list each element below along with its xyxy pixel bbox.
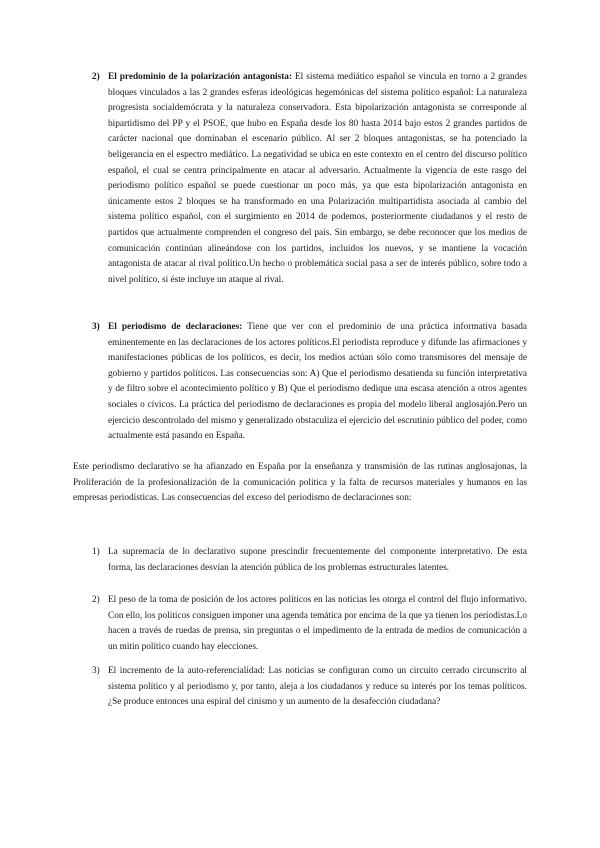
item-heading: El predominio de la polarización antagonista:: [108, 72, 293, 82]
item-number: 3): [92, 322, 100, 332]
item-body: Tiene que ver con el predominio de una práctica informativa basada eminentemente en las declaraciones de los actores políticos.El periodista reproduce y difunde las afirmaciones y manifestaciones públicas de los políticos, es decir, los medios actúan sólo como transmisores del mensaje de gobierno y partidos políticos. Las consecuencias son: A) Que el periodismo desatienda su función interpretativa y de filtro sobre el acontecimiento político y B) Que el periodismo dedique una escasa atención a otros agentes sociales o cívicos. La práctica del periodismo de declaraciones es propia del modelo liberal anglosajón.Pero un ejercicio descontrolado del mismo y generalizado obstaculiza el ejercicio del escrutinio público del poder, como actualmente está pasando en España.: [108, 322, 527, 442]
intro-paragraph: Este periodismo declarativo se ha afianzado en España por la enseñanza y transmisión de las rutinas anglosajonas, la Proliferación de la profesionalización de la comunicación política y la falta de recursos materiales y humanos en las empresas periodísticas. Las consecuencias del exceso del periodismo de declaraciones son:: [73, 462, 527, 504]
item-heading: El periodismo de declaraciones:: [108, 322, 243, 332]
consequence-item: La supremacía de lo declarativo supone prescindir frecuentemente del componente interpretativo. De esta forma, las declaraciones desvían la atención pública de los problemas estructurales latentes.: [108, 547, 527, 573]
consequence-item: El peso de la toma de posición de los actores políticos en las noticias les otorga el control del flujo informativo. Con ello, los políticos consiguen imponer una agenda temática por encima de la que ya tienen los periodistas.Lo hacen a través de ruedas de prensa, sin preguntas o el impedimento de la entrada de medios de comunicación a un mitin político cuando hay elecciones.: [108, 595, 527, 652]
item-number: 2): [92, 72, 100, 82]
item-predominio-polarizacion: [108, 70, 527, 288]
item-periodismo-declaraciones: [108, 320, 527, 445]
consequence-number: 2): [92, 595, 100, 605]
item-body: El sistema mediático español se vincula en torno a 2 grandes bloques vinculados a las 2 grandes esferas ideológicas hegemónicas del sistema político español: La naturaleza progresista socialdemócrata y la naturaleza conservadora. Esta bipolarización antagonista se corresponde al bipartidismo del PP y el PSOE, que hubo en España desde los 80 hasta 2014 bajo estos 2 grandes partidos de carácter nacional que dominaban el escenario público. Al ser 2 bloques antagonistas, se ha potenciado la beligerancia en el espectro mediático. La negatividad se ubica en este contexto en el centro del discurso político español, el cual se centra principalmente en atacar al adversario. Actualmente la vigencia de este rasgo del periodismo político español se puede cuestionar un poco más, ya que esta bipolarización antagonista en únicamente estos 2 bloques se ha transformado en una Polarización multipartidista asociada al cambio del sistema político español, con el surgimiento en 2014 de podemos, posteriormente ciudadanos y el resto de partidos que actualmente comprenden el congreso del país. Sin embargo, se debe reconocer que los medios de comunicación continúan alineándose con los partidos, incluidos los nuevos, y se mantiene la vocación antagonista de atacar al rival político.Un hecho o problemática social pasa a ser de interés público, sobre todo a nivel político, si éste incluye un ataque al rival.: [108, 72, 527, 285]
consequence-item: El incremento de la auto-referencialidad: Las noticias se configuran como un circuito cerrado circunscrito al sistema político y al periodismo y, por tanto, aleja a los ciudadanos y reduce su interés por los temas políticos. ¿Se produce entonces una espiral del cinismo y un aumento de la desafección ciudadana?: [108, 666, 527, 708]
consequence-number: 1): [92, 547, 100, 557]
consequence-number: 3): [92, 666, 100, 676]
